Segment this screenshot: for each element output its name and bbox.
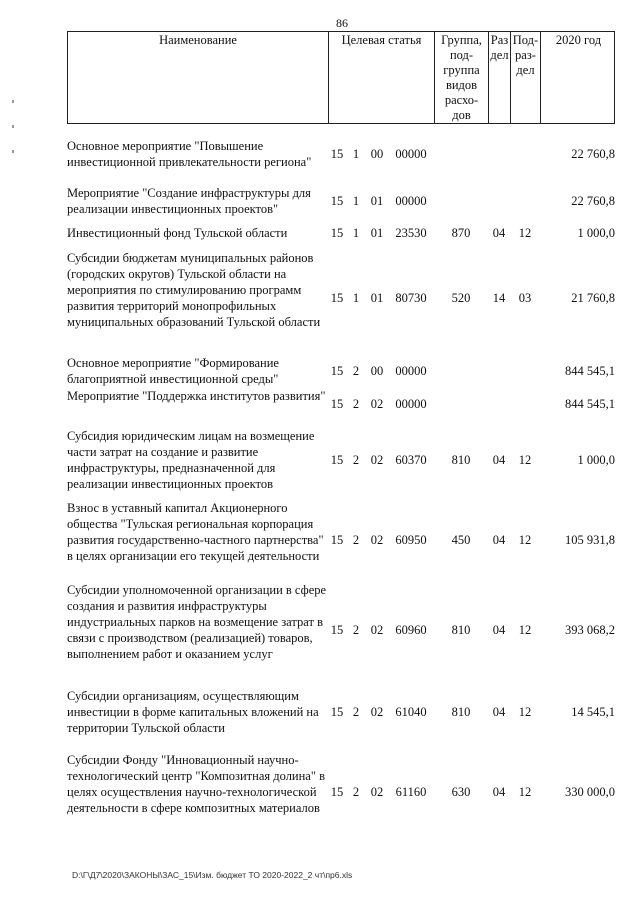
code-a: 15	[330, 533, 344, 547]
code-b: 2	[352, 533, 360, 547]
code-b: 1	[352, 194, 360, 208]
table-row	[67, 752, 615, 832]
code-c: 01	[370, 291, 384, 305]
section-code: 04	[492, 226, 506, 240]
code-c: 02	[370, 785, 384, 799]
section-code: 14	[492, 291, 506, 305]
amount: 21 760,8	[571, 291, 615, 305]
group-code: 870	[451, 226, 471, 240]
table-row	[67, 388, 615, 422]
code-b: 1	[352, 147, 360, 161]
amount: 105 931,8	[565, 533, 615, 547]
header-name: Наименование	[68, 32, 329, 123]
code-d: 60370	[395, 453, 427, 467]
row-name: Субсидии Фонду "Инновационный научно-технологический центр "Композитная долина" в целях осуществления научно-технологической деятельности в сфере композитных материалов	[67, 753, 325, 815]
code-a: 15	[330, 364, 344, 378]
row-name: Субсидии бюджетам муниципальных районов (городских округов) Тульской области на мероприятия по стимулированию программ развития территорий монопрофильных муниципальных образований Тульской области	[67, 251, 321, 329]
code-b: 2	[352, 397, 360, 411]
code-c: 01	[370, 194, 384, 208]
code-b: 1	[352, 226, 360, 240]
amount: 844 545,1	[565, 364, 615, 378]
group-code: 450	[451, 533, 471, 547]
header-subsection: Под- раз- дел	[511, 32, 541, 123]
group-code: 520	[451, 291, 471, 305]
code-b: 2	[352, 705, 360, 719]
table-row	[67, 688, 615, 736]
amount: 22 760,8	[571, 194, 615, 208]
code-a: 15	[330, 194, 344, 208]
group-code: 810	[451, 705, 471, 719]
subsection-code: 12	[518, 623, 532, 637]
margin-mark	[12, 125, 14, 128]
header-section: Раз дел	[489, 32, 511, 123]
code-d: 00000	[395, 364, 427, 378]
subsection-code: 03	[518, 291, 532, 305]
amount: 330 000,0	[565, 785, 615, 799]
table-header	[67, 31, 615, 124]
row-name: Взнос в уставный капитал Акционерного общества "Тульская региональная корпорация развития государственно-частного партнерства" в целях организации его текущей деятельности	[67, 501, 324, 563]
code-d: 23530	[395, 226, 427, 240]
table-row	[67, 428, 615, 492]
code-b: 1	[352, 291, 360, 305]
code-c: 02	[370, 623, 384, 637]
row-name: Субсидия юридическим лицам на возмещение части затрат на создание и развитие инфраструктуры, предназначенной для реализации инвестиционных проектов	[67, 429, 315, 491]
amount: 844 545,1	[565, 397, 615, 411]
code-d: 80730	[395, 291, 427, 305]
code-d: 00000	[395, 194, 427, 208]
code-d: 00000	[395, 147, 427, 161]
code-a: 15	[330, 705, 344, 719]
table-row	[67, 500, 615, 580]
row-name: Мероприятие "Создание инфраструктуры для реализации инвестиционных проектов"	[67, 186, 311, 216]
code-c: 01	[370, 226, 384, 240]
table-row	[67, 225, 615, 243]
row-name: Инвестиционный фонд Тульской области	[67, 226, 288, 240]
margin-mark	[12, 150, 14, 153]
amount: 1 000,0	[577, 226, 615, 240]
code-c: 02	[370, 705, 384, 719]
row-name: Основное мероприятие "Формирование благоприятной инвестиционной среды"	[67, 356, 279, 386]
row-name: Субсидии организациям, осуществляющим инвестиции в форме капитальных вложений на территории Тульской области	[67, 689, 319, 735]
code-d: 61160	[395, 785, 427, 799]
code-c: 02	[370, 397, 384, 411]
code-a: 15	[330, 785, 344, 799]
code-c: 00	[370, 147, 384, 161]
table-row	[67, 582, 615, 678]
code-a: 15	[330, 397, 344, 411]
code-a: 15	[330, 453, 344, 467]
margin-mark	[12, 100, 14, 103]
code-a: 15	[330, 623, 344, 637]
subsection-code: 12	[518, 453, 532, 467]
section-code: 04	[492, 533, 506, 547]
code-b: 2	[352, 785, 360, 799]
table-row	[67, 250, 615, 346]
code-d: 00000	[395, 397, 427, 411]
code-c: 00	[370, 364, 384, 378]
header-target: Целевая статья	[329, 32, 435, 123]
row-name: Основное мероприятие "Повышение инвестиционной привлекательности региона"	[67, 139, 312, 169]
section-code: 04	[492, 705, 506, 719]
group-code: 630	[451, 785, 471, 799]
section-code: 04	[492, 623, 506, 637]
subsection-code: 12	[518, 533, 532, 547]
code-a: 15	[330, 147, 344, 161]
subsection-code: 12	[518, 705, 532, 719]
section-code: 04	[492, 785, 506, 799]
row-name: Субсидии уполномоченной организации в сфере создания и развития инфраструктуры индустриальных парков на возмещение затрат в связи с производством (реализацией) товаров, выполнением работ и оказанием услуг	[67, 583, 327, 661]
file-path-footer: D:\Г\Д7\2020\ЗАКОНЫ\ЗАС_15\Изм. бюджет ТО 2020-2022_2 чт\пр6.xls	[72, 870, 353, 880]
subsection-code: 12	[518, 785, 532, 799]
group-code: 810	[451, 453, 471, 467]
code-b: 2	[352, 623, 360, 637]
amount: 14 545,1	[571, 705, 615, 719]
header-group: Группа, под- группа видов расхо- дов	[435, 32, 489, 123]
code-a: 15	[330, 226, 344, 240]
row-name: Мероприятие "Поддержка институтов развития"	[67, 389, 326, 403]
amount: 393 068,2	[565, 623, 615, 637]
header-year: 2020 год	[555, 33, 602, 47]
group-code: 810	[451, 623, 471, 637]
table-row	[67, 355, 615, 389]
code-c: 02	[370, 453, 384, 467]
code-b: 2	[352, 364, 360, 378]
code-d: 60950	[395, 533, 427, 547]
table-row	[67, 185, 615, 219]
code-b: 2	[352, 453, 360, 467]
subsection-code: 12	[518, 226, 532, 240]
code-d: 60960	[395, 623, 427, 637]
amount: 1 000,0	[577, 453, 615, 467]
page-number: 86	[336, 16, 348, 30]
code-d: 61040	[395, 705, 427, 719]
code-c: 02	[370, 533, 384, 547]
section-code: 04	[492, 453, 506, 467]
code-a: 15	[330, 291, 344, 305]
amount: 22 760,8	[571, 147, 615, 161]
table-row	[67, 138, 615, 172]
